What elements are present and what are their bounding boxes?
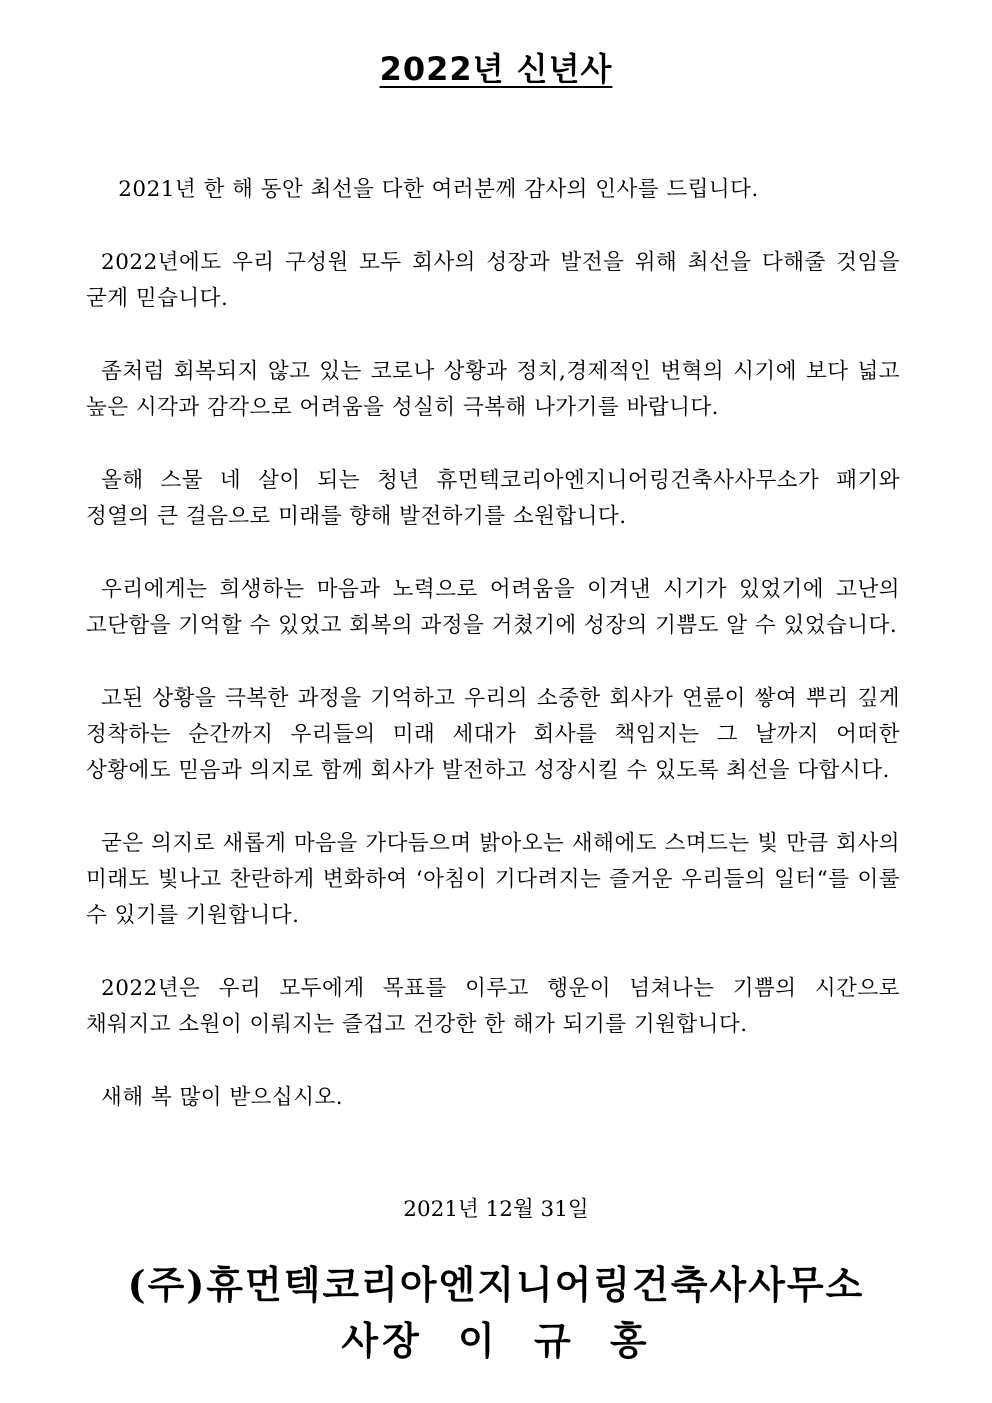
document-title: 2022년 신년사: [379, 50, 613, 88]
paragraph-8: 2022년은 우리 모두에게 목표를 이루고 행운이 넘쳐나는 기쁨의 시간으로 채워지고 소원이 이뤄지는 즐겁고 건강한 한 해가 되기를 기원합니다.: [86, 976, 900, 1037]
paragraph-7: 굳은 의지로 새롭게 마음을 가다듬으며 밝아오는 새해에도 스며드는 빛 만큼 회사의 미래도 빛나고 찬란하게 변화하여 ‘아침이 기다려지는 즐거운 우리들의 일터“를 이룰 수 있기를 기원합니다.: [86, 831, 900, 928]
document-body: [86, 172, 900, 1116]
paragraph-9: 새해 복 많이 받으십시오.: [101, 1085, 344, 1110]
title-block: [0, 44, 992, 90]
document-date: 2021년 12월 31일: [403, 1197, 589, 1222]
company-name: (주)휴먼텍코리아엔지니어링건축사사무소: [127, 1262, 865, 1307]
paragraph-4: 올해 스물 네 살이 되는 청년 휴먼텍코리아엔지니어링건축사사무소가 패기와 정열의 큰 걸음으로 미래를 향해 발전하기를 소원합니다.: [86, 468, 900, 529]
ceo-signature: 사장 이 규 홍: [341, 1318, 651, 1363]
paragraph-5: 우리에게는 희생하는 마음과 노력으로 어려움을 이겨낸 시기가 있었기에 고난의 고단함을 기억할 수 있었고 회복의 과정을 거쳤기에 성장의 기쁨도 알 수 있었습니다.: [86, 577, 900, 638]
paragraph-3: 좀처럼 회복되지 않고 있는 코로나 상황과 정치,경제적인 변혁의 시기에 보다 넓고 높은 시각과 감각으로 어려움을 성실히 극복해 나가기를 바랍니다.: [86, 359, 900, 420]
paragraph-2: 2022년에도 우리 구성원 모두 회사의 성장과 발전을 위해 최선을 다해줄 것임을 굳게 믿습니다.: [86, 250, 900, 311]
paragraph-1: 2021년 한 해 동안 최선을 다한 여러분께 감사의 인사를 드립니다.: [118, 177, 759, 202]
paragraph-6: 고된 상황을 극복한 과정을 기억하고 우리의 소중한 회사가 연륜이 쌓여 뿌리 깊게 정착하는 순간까지 우리들의 미래 세대가 회사를 책임지는 그 날까지 어떠한 상황에도 믿음과 의지로 함께 회사가 발전하고 성장시킬 수 있도록 최선을 다합시다.: [86, 686, 900, 783]
